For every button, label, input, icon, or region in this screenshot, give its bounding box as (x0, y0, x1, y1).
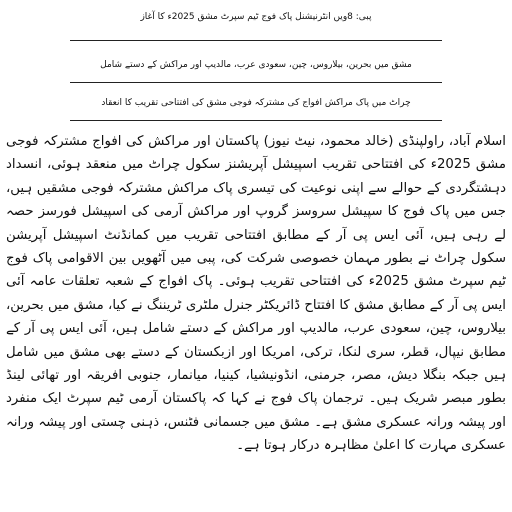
article-body: اسلام آباد، راولپنڈی (خالد محمود، نیٹ نیوز) پاکستان اور مراکش کی افواج مشترکہ فوجی مشق 2025ء کی افتتاحی تقریب اسپیشل آپریشنز سکول چراٹ میں منعقد ہوئی، انسداد دہشتگردی کے حوالے سے اپنی نوعیت کی تیسری پاک مراکش مشترکہ فوجی مشقیں ہیں، جس میں پاک فوج کا سپیشل سروسز گروپ اور مراکش آرمی کی اسپیشل فورسز حصہ لے رہی ہیں، آئی ایس پی آر کے مطابق افتتاحی تقریب میں کمانڈنٹ اسپیشل آپریشن سکول چراٹ نے بطور مہمان خصوصی شرکت کی، پبی میں آٹھویں بین الاقوامی پاک فوج ٹیم سپرٹ مشق 2025ء کی افتتاحی تقریب ہوئی۔ پاک افواج کے شعبہ تعلقات عامہ آئی ایس پی آر کے مطابق مشق کا افتتاح ڈائریکٹر جنرل ملٹری ٹریننگ نے کیا، مشق میں بحرین، بیلاروس، چین، سعودی عرب، مالدیپ اور مراکش کے دستے شامل ہیں، آئی ایس پی آر کے مطابق نیپال، قطر، سری لنکا، ترکی، امریکا اور ازبکستان کے دستے بھی مشق میں شامل ہیں جبکہ بنگلا دیش، مصر، جرمنی، انڈونیشیا، کینیا، میانمار، جنوبی افریقہ اور تھائی لینڈ بطور مبصر شریک ہیں۔ ترجمان پاک فوج نے کہا کہ پاکستان آرمی ٹیم سپرٹ ایک منفرد اور پیشہ ورانہ عسکری مشق ہے۔ مشق میں جسمانی فٹنس، ذہنی چستی اور پیشہ ورانہ عسکری مہارت کا اعلیٰ مظاہرہ درکار ہوتا ہے۔ (6, 134, 506, 454)
headline-divider (70, 40, 442, 41)
headline-main: پبی: 8ویں انٹرنیشنل پاک فوج ٹیم سپرٹ مشق 2025ء کا آغاز (140, 12, 372, 22)
headline-sub-cherat: چراٹ میں پاک مراکش افواج کی مشترکہ فوجی مشق کی افتتاحی تقریب کا انعقاد (101, 98, 411, 108)
headline-sub-participants: مشق میں بحرین، بیلاروس، چین، سعودی عرب، مالدیپ اور مراکش کے دستے شامل (100, 60, 412, 70)
headline-divider (70, 120, 442, 121)
headline-divider (70, 82, 442, 83)
